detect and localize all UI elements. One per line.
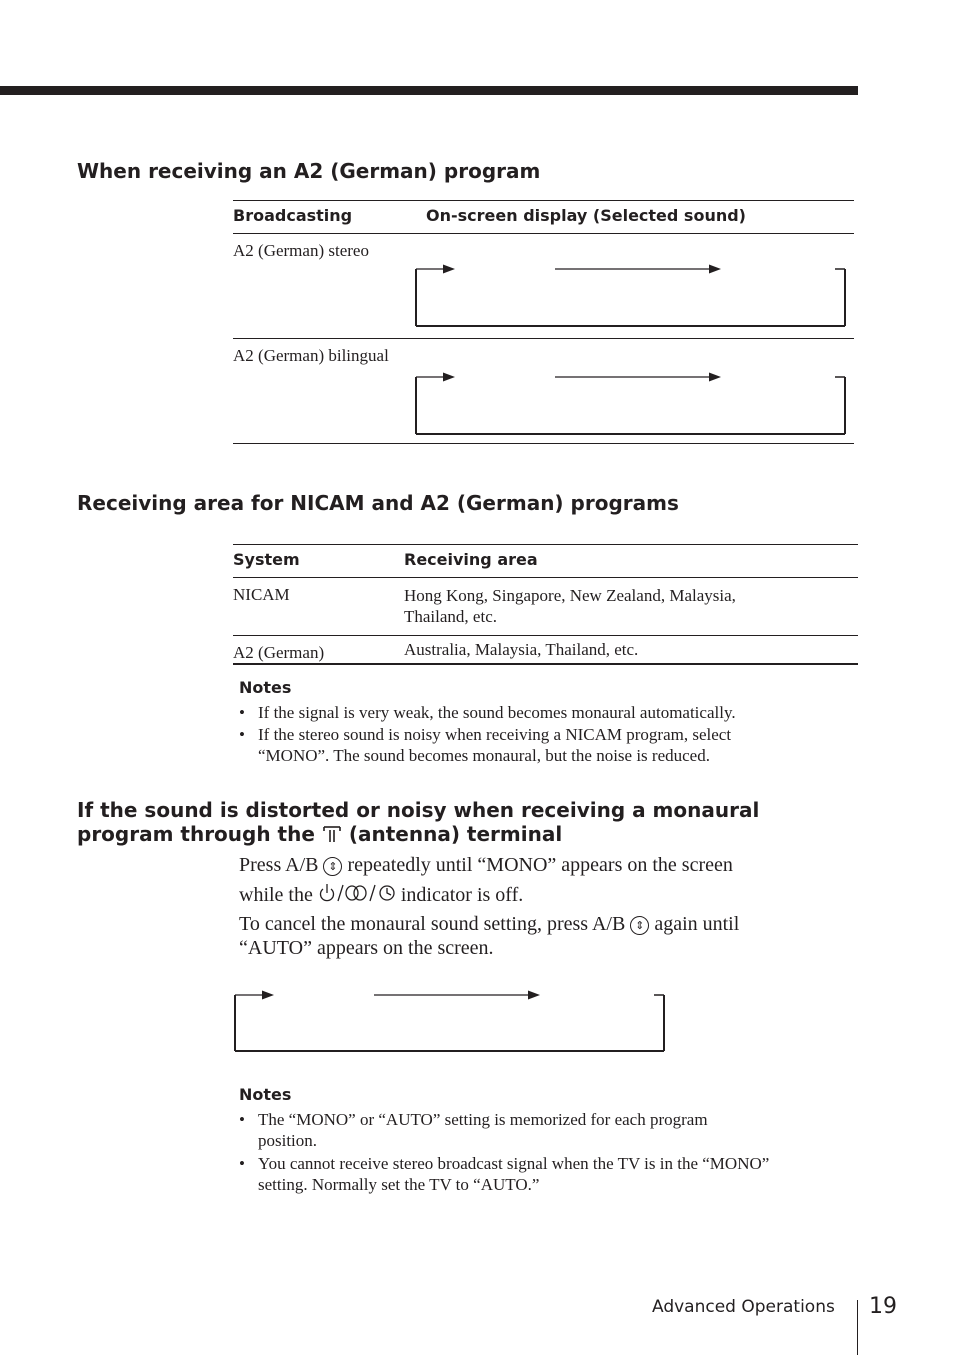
col-header-system: System: [233, 550, 300, 569]
instruction-text: repeatedly until “MONO” appears on the screen: [347, 854, 733, 876]
sound-cycle-diagram-bilingual: [412, 370, 852, 440]
instruction-text: while the: [239, 884, 313, 906]
section-title-monaural-cont: [77, 822, 562, 846]
table-rule-bottom: [233, 443, 854, 444]
bullet-icon: •: [239, 1110, 245, 1129]
note-text-cont: setting. Normally set the TV to “AUTO.”: [258, 1175, 540, 1194]
cancel-paragraph: [239, 912, 739, 960]
standby-timer-indicator-icons: [318, 883, 396, 903]
note-text-cont: position.: [258, 1131, 318, 1150]
note-item: [239, 1109, 869, 1151]
top-bar: [0, 86, 858, 95]
footer-section-name: Advanced Operations: [652, 1297, 835, 1317]
table-cell-area-cont: Thailand, etc.: [404, 607, 497, 626]
title-text: (antenna) terminal: [348, 822, 563, 846]
sound-cycle-diagram-stereo: [412, 262, 852, 332]
bullet-icon: •: [239, 703, 245, 722]
note-item: [239, 724, 839, 766]
note-text: If the stereo sound is noisy when receiving a NICAM program, select: [258, 725, 732, 744]
note-text-cont: “MONO”. The sound becomes monaural, but the noise is reduced.: [258, 746, 710, 765]
bullet-icon: •: [239, 1154, 245, 1173]
table-cell-broadcasting: A2 (German) bilingual: [233, 346, 389, 365]
note-text: If the signal is very weak, the sound becomes monaural automatically.: [258, 703, 736, 722]
table-row-divider: [233, 635, 858, 636]
col-header-broadcasting: Broadcasting: [233, 206, 353, 225]
instruction-text: Press A/B: [239, 854, 319, 876]
table-cell-area: Australia, Malaysia, Thailand, etc.: [404, 640, 639, 659]
table-cell-system: A2 (German): [233, 643, 325, 662]
section-title-receiving-area: Receiving area for NICAM and A2 (German) programs: [77, 491, 679, 515]
table-rule-header: [233, 577, 858, 578]
ab-sound-button-icon: ⇕: [323, 857, 342, 876]
table-cell-broadcasting: A2 (German) stereo: [233, 241, 369, 260]
table-rule-header: [233, 233, 854, 234]
instruction-text: “AUTO” appears on the screen.: [239, 937, 494, 959]
col-header-onscreen: On-screen display (Selected sound): [426, 206, 746, 225]
table-rule-top: [233, 544, 858, 545]
note-item: [239, 702, 839, 723]
notes-heading: Notes: [239, 678, 292, 697]
col-header-receiving-area: Receiving area: [404, 550, 538, 569]
note-text: The “MONO” or “AUTO” setting is memorized for each program: [258, 1110, 708, 1129]
bullet-icon: •: [239, 725, 245, 744]
instruction-text: again until: [654, 913, 740, 935]
title-text: program through the: [77, 822, 315, 846]
mono-auto-cycle-diagram: [231, 988, 671, 1058]
table-row-divider: [233, 338, 854, 339]
table-cell-system: NICAM: [233, 585, 290, 604]
footer-divider: [857, 1300, 858, 1355]
instruction-text: indicator is off.: [400, 884, 524, 906]
note-text: You cannot receive stereo broadcast signal when the TV is in the “MONO”: [258, 1154, 770, 1173]
section-title-monaural: If the sound is distorted or noisy when receiving a monaural: [77, 798, 760, 822]
antenna-icon: [322, 825, 342, 843]
ab-sound-button-icon: ⇕: [630, 916, 649, 935]
notes-heading: Notes: [239, 1085, 292, 1104]
instruction-paragraph: [239, 850, 733, 910]
table-rule-top: [233, 200, 854, 201]
note-item: [239, 1153, 869, 1195]
page-number: 19: [869, 1294, 897, 1319]
table-cell-area: Hong Kong, Singapore, New Zealand, Malaysia,: [404, 586, 736, 605]
instruction-text: To cancel the monaural sound setting, press A/B: [239, 913, 626, 935]
table-rule-bottom: [233, 663, 858, 665]
section-title-a2: When receiving an A2 (German) program: [77, 159, 541, 183]
